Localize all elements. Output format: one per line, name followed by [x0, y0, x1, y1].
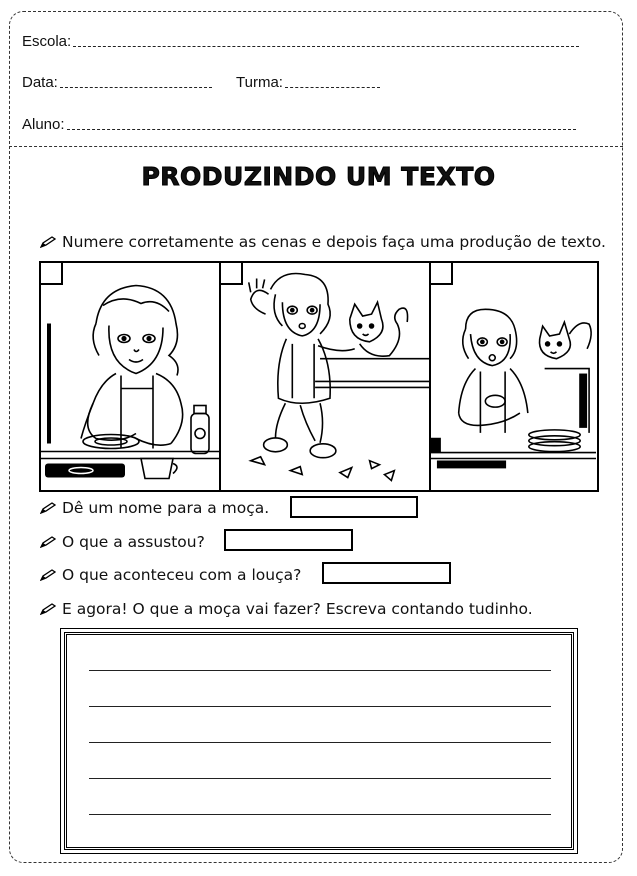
answer-box-scare[interactable] [224, 529, 353, 551]
question-scare [40, 533, 205, 551]
scene-panels [39, 261, 599, 492]
scene-panel-2 [219, 263, 429, 490]
scene-panel-1 [41, 263, 219, 490]
writing-line[interactable] [89, 706, 551, 707]
writing-line[interactable] [89, 742, 551, 743]
date-line[interactable] [60, 87, 212, 88]
writing-line[interactable] [89, 814, 551, 815]
answer-box-dishes[interactable] [322, 562, 451, 584]
question-dishes [40, 566, 301, 584]
class-line[interactable] [285, 87, 380, 88]
scene-number-box-2[interactable] [221, 263, 243, 285]
school-field[interactable] [22, 33, 579, 50]
scene-startled-by-cat-illustration [221, 263, 429, 490]
question-name [40, 499, 269, 517]
header-divider [9, 146, 623, 147]
pencil-icon [40, 502, 56, 514]
writing-line[interactable] [89, 670, 551, 671]
scene-washing-dishes-illustration [41, 263, 219, 490]
pencil-icon [40, 536, 56, 548]
class-label: Turma: [236, 74, 283, 91]
page-title: PRODUZINDO UM TEXTO [141, 162, 496, 191]
writing-line[interactable] [89, 778, 551, 779]
question-name-text: Dê um nome para a moça. [62, 499, 270, 517]
student-label: Aluno: [22, 116, 65, 133]
scene-worried-with-dishes-illustration [431, 263, 596, 490]
question-dishes-text: O que aconteceu com a louça? [62, 566, 302, 584]
scene-number-box-3[interactable] [431, 263, 453, 285]
instruction-number-scenes [40, 233, 606, 251]
school-label: Escola: [22, 33, 72, 50]
scene-number-box-1[interactable] [41, 263, 63, 285]
class-field[interactable] [236, 74, 380, 91]
pencil-icon [40, 236, 56, 248]
scene-panel-3 [429, 263, 596, 490]
date-label: Data: [22, 74, 58, 91]
pencil-icon [40, 603, 56, 615]
instruction-number-scenes-text: Numere corretamente as cenas e depois faça uma produção de texto. [62, 233, 606, 251]
student-field[interactable] [22, 116, 576, 133]
question-what-next [40, 600, 533, 618]
date-field[interactable] [22, 74, 212, 91]
student-line[interactable] [67, 129, 576, 130]
question-scare-text: O que a assustou? [62, 533, 205, 551]
answer-box-name[interactable] [290, 496, 418, 518]
school-line[interactable] [73, 46, 579, 47]
pencil-icon [40, 569, 56, 581]
writing-area[interactable] [64, 632, 574, 850]
question-what-next-text: E agora! O que a moça vai fazer? Escreva contando tudinho. [62, 600, 533, 618]
